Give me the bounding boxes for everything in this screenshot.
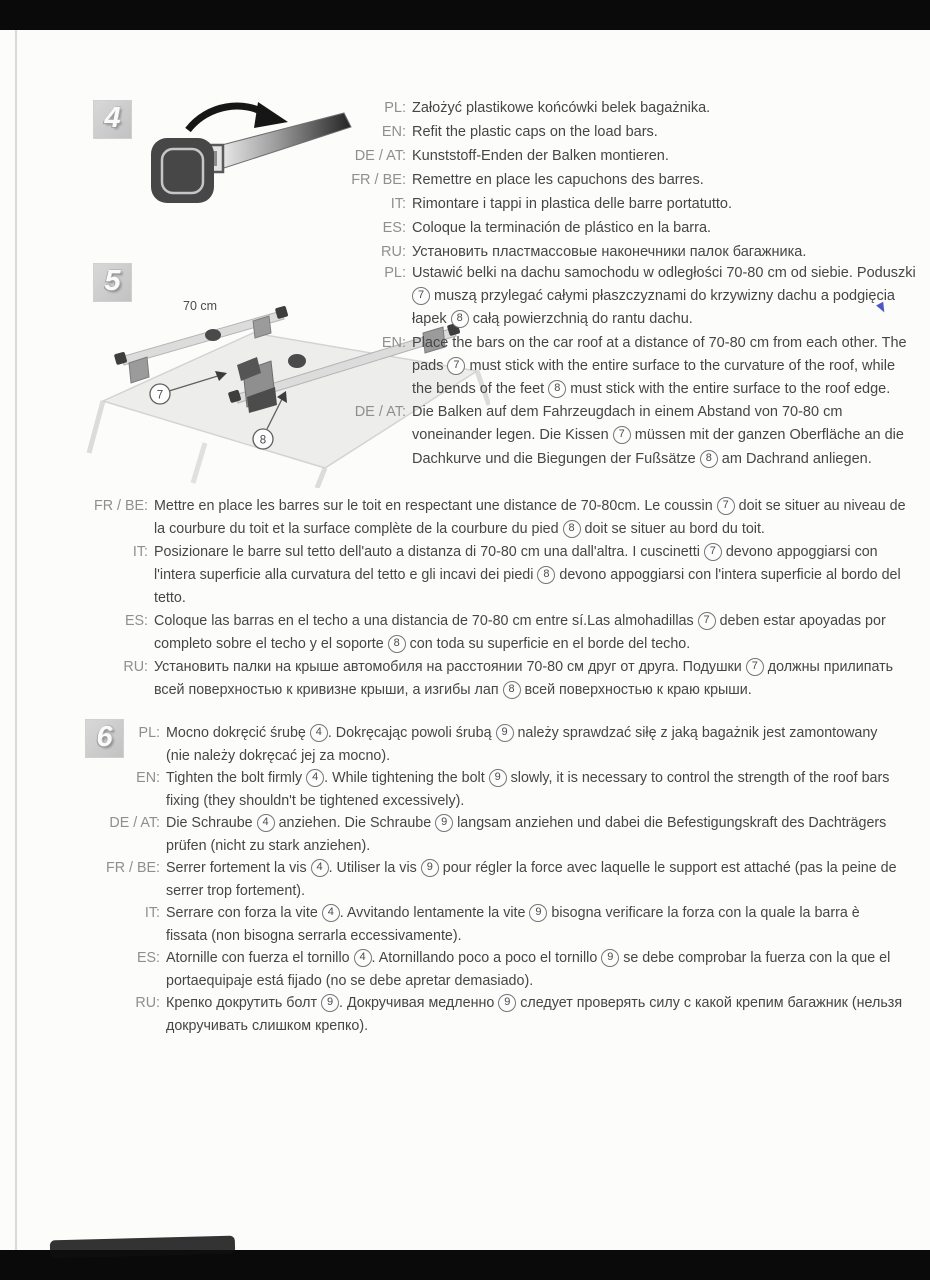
lang-text: Atornille con fuerza el tornillo 4 . Atornillando poco a poco el tornillo 9 se debe comprobar la fuerza con la que el portaequipaje está fijado (no se debe apretar demasiado).: [166, 950, 891, 989]
lang-text: Rimontare i tappi in plastica delle barre portatutto.: [412, 196, 732, 212]
lang-label: ES:: [124, 613, 148, 629]
lang-label: ES:: [136, 950, 160, 966]
circled-number: 7: [704, 543, 722, 561]
step-4-number: 4: [104, 102, 121, 134]
lang-text: Die Balken auf dem Fahrzeugdach in einem Abstand von 70-80 cm voneinander legen. Die Kissen 7 müssen mit der ganzen Oberfläche an die Dachkurve und die Biegungen der Fußsätze 8 am Dachrand anliegen.: [412, 404, 904, 467]
step-6-text: [98, 722, 904, 1037]
circled-number: 8: [548, 380, 566, 398]
lang-label: DE / AT:: [109, 815, 160, 831]
circled-number: 9: [496, 724, 514, 742]
circled-number: 4: [354, 949, 372, 967]
car-pillar: [193, 443, 205, 483]
circled-number: 9: [489, 769, 507, 787]
lang-row-de: [334, 401, 918, 471]
lang-label: FR / BE:: [105, 860, 160, 876]
lang-row-pl: [98, 722, 904, 767]
lang-text: Refit the plastic caps on the load bars.: [412, 124, 658, 140]
lang-label: PL:: [384, 100, 406, 116]
lang-text: Założyć plastikowe końcówki belek bagażnika.: [412, 100, 711, 116]
lang-text: Posizionare le barre sul tetto dell'auto a distanza di 70-80 cm una dall'altra. I cuscinetti 7 devono appoggiarsi con l'intera superficie alla curvatura del tetto e gli incavi dei piedi 8 devono appoggiarsi con l'intera superficie al bordo del tetto.: [154, 544, 901, 606]
lang-row-it: [334, 192, 836, 216]
lang-text: Coloque las barras en el techo a una distancia de 70-80 cm entre sí.Las almohadillas 7 deben estar apoyadas por completo sobre el techo y el soporte 8 con toda su superficie en el borde del techo.: [154, 613, 886, 652]
lang-label: EN:: [381, 334, 406, 351]
lang-row-de: [334, 144, 836, 168]
lang-text: Tighten the bolt firmly 4 . While tightening the bolt 9 slowly, it is necessary to control the strength of the roof bars fixing (they shouldn't be tightened excessively).: [166, 770, 890, 809]
circled-number: 8: [700, 450, 718, 468]
lang-row-en: [334, 120, 836, 144]
circled-number: 7: [613, 426, 631, 444]
circled-number: 7: [698, 612, 716, 630]
lang-row-ru: [334, 240, 836, 264]
lang-label: EN:: [136, 770, 160, 786]
lang-text: Die Schraube 4 anziehen. Die Schraube 9 langsam anziehen und dabei die Befestigungskraft des Dachträgers prüfen (nicht zu stark anziehen).: [166, 815, 887, 854]
circled-number: 7: [746, 658, 764, 676]
circled-number: 4: [310, 724, 328, 742]
lang-row-pl: [334, 96, 836, 120]
lang-row-es: [334, 216, 836, 240]
lang-text: Serrer fortement la vis 4 . Utiliser la vis 9 pour régler la force avec laquelle le support est attaché (pas la peine de serrer trop fortement).: [166, 860, 897, 899]
circled-number: 7: [412, 287, 430, 305]
circled-number: 4: [322, 904, 340, 922]
lang-row-fr: [334, 168, 836, 192]
lang-label: DE / AT:: [354, 148, 406, 164]
lang-text: Place the bars on the car roof at a distance of 70-80 cm from each other. The pads 7 must stick with the entire surface to the curvature of the roof, while the bends of the feet 8 must stick with the entire surface to the roof edge.: [412, 334, 907, 398]
circled-number: 7: [447, 357, 465, 375]
circled-number: 4: [311, 859, 329, 877]
lang-row-pl: [334, 262, 918, 332]
circled-number: 9: [529, 904, 547, 922]
lang-row-es: [98, 947, 904, 992]
car-pillar: [89, 401, 103, 453]
step-4-text: [334, 96, 836, 264]
circled-number: 9: [321, 994, 339, 1012]
circled-number: 8: [537, 566, 555, 584]
lang-row-fr: [88, 495, 920, 541]
step-5-fullwidth-text: [88, 495, 920, 702]
lang-row-it: [88, 541, 920, 610]
distance-label: 70 cm: [183, 299, 218, 313]
lang-text: Kunststoff-Enden der Balken montieren.: [412, 148, 669, 164]
lang-text: Ustawić belki na dachu samochodu w odległości 70-80 cm od siebie. Poduszki 7 muszą przylegać całymi płaszczyznami do krzywizny dachu a podgięcia łapek 8 całą powierzchnią do rantu dachu.: [412, 265, 916, 328]
lang-label: ES:: [382, 220, 406, 236]
lang-row-it: [98, 902, 904, 947]
arrow-head: [254, 102, 288, 128]
lang-text: Mocno dokręcić śrubę 4 . Dokręcając powoli śrubą 9 należy sprawdzać siłę z jaką bagażnik jest zamontowany (nie należy dokręcać jej za mocno).: [166, 725, 878, 764]
circled-number: 9: [601, 949, 619, 967]
bolt-knob: [288, 354, 306, 368]
callout-7-number: 7: [156, 389, 164, 402]
lang-row-es: [88, 610, 920, 656]
lang-label: IT:: [132, 544, 148, 560]
circled-number: 8: [451, 310, 469, 328]
scan-black-bar-top: [0, 0, 930, 30]
lang-row-en: [98, 767, 904, 812]
lang-text: Mettre en place les barres sur le toit en respectant une distance de 70-80cm. Le coussin 7 doit se situer au niveau de la courbure du toit et la surface complète de la courbure du pied 8 doit se situer au bord du toit.: [154, 498, 906, 537]
lang-row-ru: [98, 992, 904, 1037]
step-5-number: 5: [104, 265, 121, 297]
circled-number: 9: [498, 994, 516, 1012]
end-cap-illustration: [138, 100, 363, 225]
step-6-number: 6: [96, 721, 113, 753]
step-5-column-text: [334, 262, 918, 471]
lang-label: FR / BE:: [93, 498, 148, 514]
lang-label: RU:: [135, 995, 160, 1011]
lang-label: FR / BE:: [351, 172, 406, 188]
car-pillar: [317, 468, 325, 488]
lang-text: Установить палки на крыше автомобиля на расстоянии 70-80 см друг от друга. Подушки 7 должны прилипать всей поверхностью к кривизне крыши, а изгибы лап 8 всей поверхностью к краю крыши.: [154, 659, 894, 698]
circled-number: 4: [306, 769, 324, 787]
scan-edge-line: [15, 30, 17, 1250]
circled-number: 8: [503, 681, 521, 699]
lang-label: IT:: [390, 196, 406, 212]
lang-label: IT:: [144, 905, 160, 921]
lang-row-fr: [98, 857, 904, 902]
lang-text: Coloque la terminación de plástico en la barra.: [412, 220, 712, 236]
lang-text: Крепко докрутить болт 9 . Докручивая медленно 9 следует проверять силу с какой крепим багажник (нельзя докручивать слишком крепко).: [166, 995, 903, 1034]
lang-row-de: [98, 812, 904, 857]
lang-label: RU:: [123, 659, 148, 675]
circled-number: 8: [563, 520, 581, 538]
circled-number: 4: [257, 814, 275, 832]
circled-number: 7: [717, 497, 735, 515]
step-4-badge: [94, 101, 131, 138]
lang-label: DE / AT:: [354, 404, 406, 421]
lang-label: EN:: [381, 124, 406, 140]
circled-number: 9: [435, 814, 453, 832]
circled-number: 9: [421, 859, 439, 877]
lang-label: PL:: [138, 725, 160, 741]
lang-row-ru: [88, 656, 920, 702]
callout-8-number: 8: [259, 434, 267, 447]
lang-text: Remettre en place les capuchons des barres.: [412, 172, 704, 188]
circled-number: 8: [388, 635, 406, 653]
lang-text: Serrare con forza la vite 4 . Avvitando lentamente la vite 9 bisogna verificare la forza con la quale la barra è fissata (non bisogna serrarla eccessivamente).: [166, 905, 860, 944]
lang-label: PL:: [384, 265, 406, 281]
lang-label: RU:: [381, 244, 406, 260]
lang-text: Установить пластмассовые наконечники палок багажника.: [412, 244, 807, 260]
lang-row-en: [334, 332, 918, 402]
bolt-knob: [205, 329, 221, 341]
